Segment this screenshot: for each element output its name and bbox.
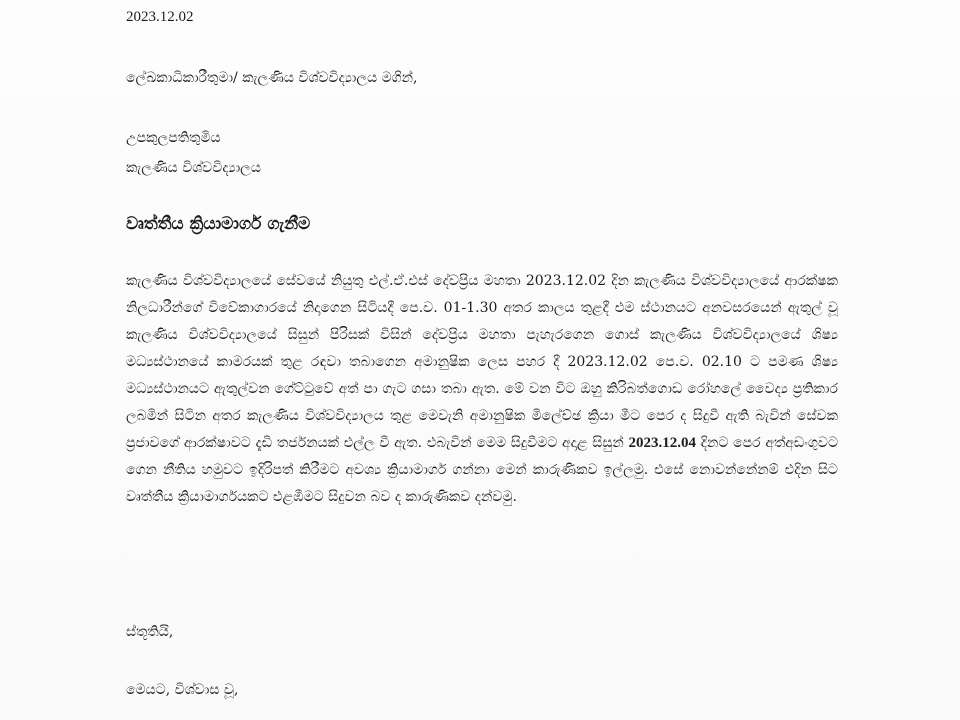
letter-thanks: ස්තූතියි, — [126, 624, 174, 640]
letter-closing: මෙයට, විශ්වාස වූ, — [126, 682, 239, 698]
addressee-organization: කැලණිය විශ්වවිද්‍යාලය — [126, 160, 261, 176]
body-text-part2: දිනට පෙර අත්අඩංගුවට ගෙන නීතිය හමුවට ඉදිරිපත් කිරීමට අවශ්‍ය ක්‍රියාමාර්ග ගන්නා මෙන් කාරුණිකව ඉල්ලමු. එසේ නොවන්නේනම් එදින සිට වෘත්තීය ක්‍රියාමාර්ගයකට එළඹීමට සිදුවන බව ද කාරුණිකව දන්වමු. — [126, 435, 839, 505]
addressee-title: උපකුලපතිතුමිය — [126, 130, 221, 146]
body-text-part1: කැලණිය විශ්වවිද්‍යාලයේ සේවයේ නියුතු එල්.ඒ.එස් දේවප්‍රිය මහතා 2023.12.02 දින කැලණිය විශ්වවිද්‍යාලයේ ආරක්ෂක නිලධාරීන්ගේ විවේකාගාරයේ නිදාගෙන සිටියදී පෙ.ව. 01-1.30 අතර කාලය තුළදී එම ස්ථානයට අනවසරයෙන් ඇතුල් වූ කැලණිය විශ්වවිද්‍යාලයේ සිසුන් පිරිසක් විසින් දේවප්‍රිය මහතා පැහැරගෙන ගොස් කැලණිය විශ්වවිද්‍යාලයේ ශිෂ්‍ය මධ්‍යස්ථානයේ කාමරයක් තුළ රඳවා තබාගෙන අමානුෂික ලෙස පහර දී 2023.12.02 පෙ.ව. 02.10 ට පමණ ශිෂ්‍ය මධ්‍යස්ථානයට ඇතුල්වන ගේට්ටුවේ අත් පා ගැට ගසා තබා ඇත. මේ වන විට ඔහු කිරිබත්ගොඩ රෝහලේ වෛද්‍ය ප්‍රතිකාර ලබමින් සිටින අතර කැලණිය විශ්වවිද්‍යාලය තුළ මෙවැනි අමානුෂික මිලේච්ඡ ක්‍රියා මීට පෙර ද සිදුවී ඇති බැවින් සේවක ප්‍රජාවගේ ආරක්ෂාවට දැඩි තර්ජනයක් එල්ල වී ඇත. එබැවින් මෙම සිදුවීමට අදාළ සිසුන් — [126, 273, 838, 451]
letter-subject: වෘත්තීය ක්‍රියාමාර්ග ගැනීම — [126, 214, 311, 234]
letter-from-line: ලේඛකාධිකාරීතුමා/ කැලණිය විශ්වවිද්‍යාලය මගින්, — [126, 70, 418, 86]
body-deadline-date: 2023.12.04 — [628, 435, 696, 451]
letter-date: 2023.12.02 — [126, 9, 194, 25]
letter-body — [126, 268, 838, 511]
